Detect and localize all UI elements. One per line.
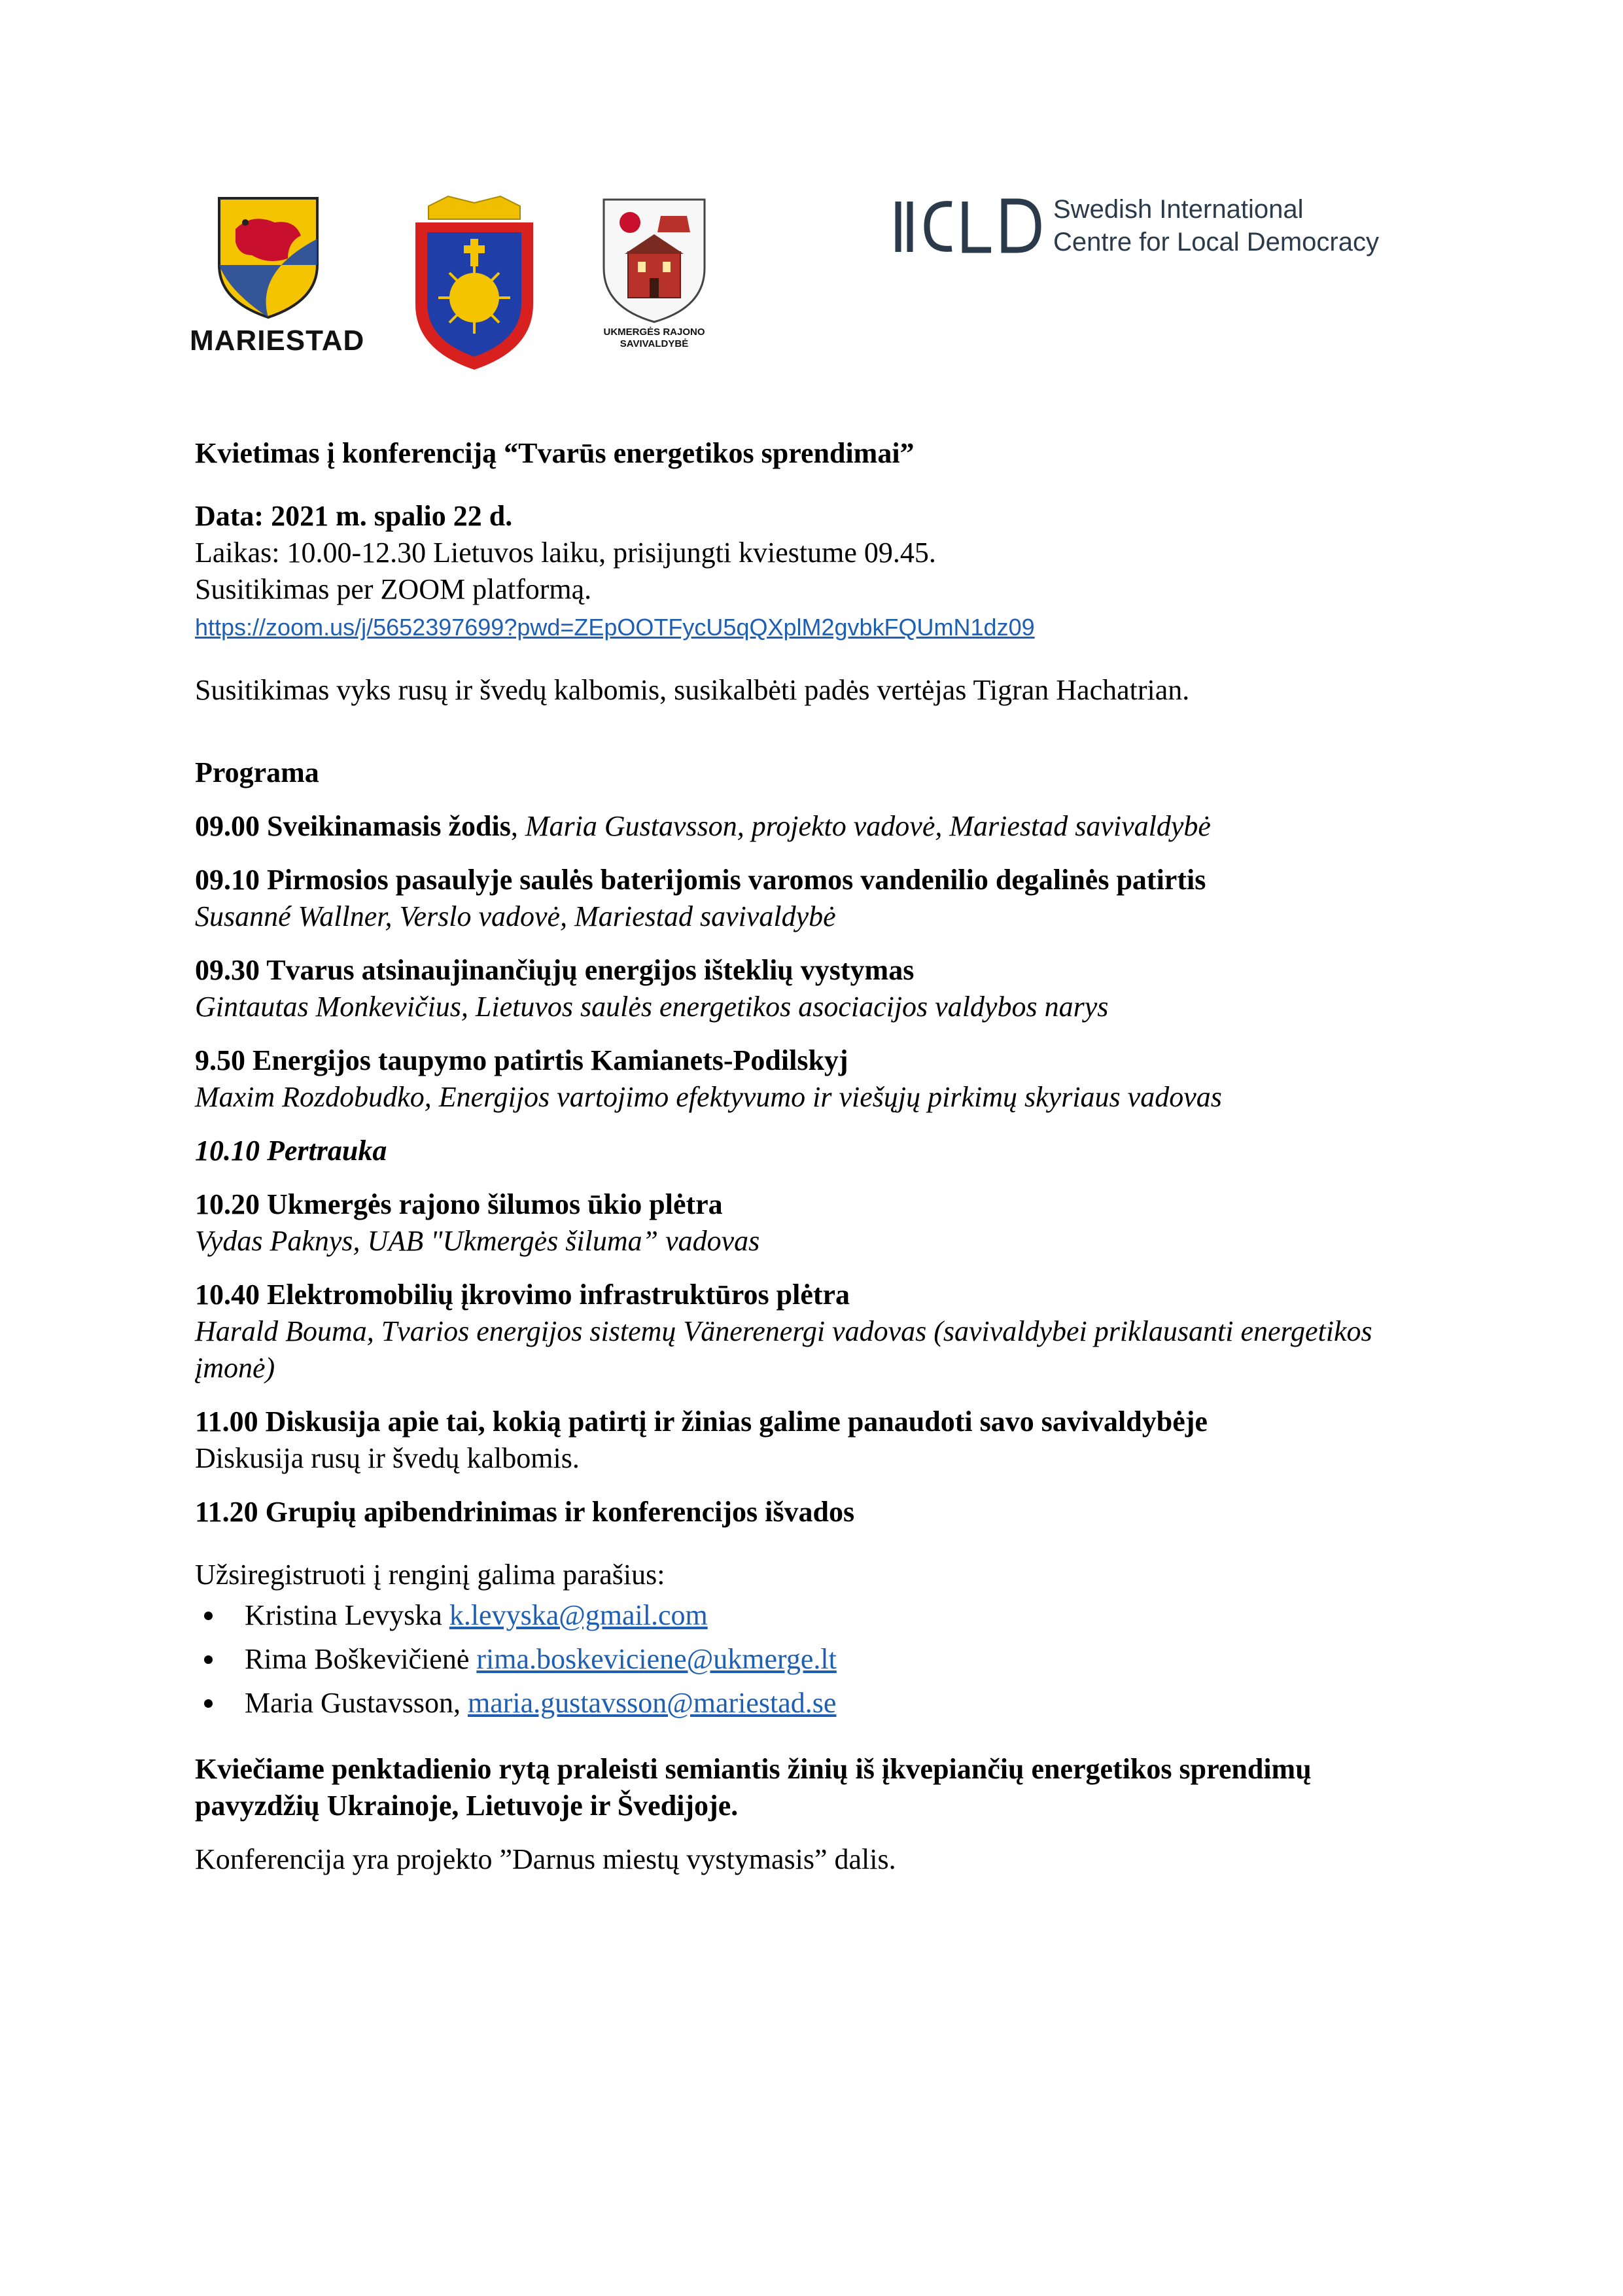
program-item-title: 10.20 Ukmergės rajono šilumos ūkio plėtra	[195, 1188, 723, 1220]
invitation-title: Kvietimas į konferenciją “Tvarūs energetikos sprendimai”	[195, 437, 915, 469]
event-date: Data: 2021 m. spalio 22 d.	[195, 500, 513, 532]
program-item-title: 11.00 Diskusija apie tai, kokią patirtį ir žinias galime panaudoti savo savivaldybėje	[195, 1405, 1208, 1438]
bullet-icon	[204, 1612, 213, 1620]
ukmerge-shield-icon	[599, 196, 710, 324]
kamianets-shield-icon	[409, 193, 540, 373]
program-item	[195, 808, 1569, 845]
program-item-speaker: Vydas Paknys, UAB "Ukmergės šiluma” vadovas	[195, 1225, 760, 1257]
program-break: 10.10 Pertrauka	[195, 1135, 387, 1167]
ukmerge-caption-line2: SAVIVALDYBĖ	[620, 338, 689, 349]
program-item	[195, 1494, 1569, 1530]
program-item	[195, 952, 1569, 1025]
program-item-title: 09.00 Sveikinamasis žodis	[195, 810, 511, 842]
program-item	[195, 1042, 1569, 1116]
ukmerge-caption-line1: UKMERGĖS RAJONO	[603, 327, 705, 338]
contact-item	[195, 1593, 1569, 1637]
ukmerge-logo	[599, 196, 710, 350]
program-item	[195, 1186, 1569, 1260]
contact-email-link[interactable]: k.levyska@gmail.com	[449, 1599, 708, 1631]
closing-statement: Kviečiame penktadienio rytą praleisti semiantis žinių iš įkvepiančių energetikos sprendimų	[195, 1753, 1312, 1785]
zoom-link[interactable]: https://zoom.us/j/5652397699?pwd=ZEpOOTFycU5qQXplM2gvbkFQUmN1dz09	[195, 614, 1035, 641]
program-item-speaker: Maria Gustavsson, projekto vadovė, Mariestad savivaldybė	[525, 810, 1211, 842]
contact-list	[195, 1593, 1569, 1725]
program-item	[195, 862, 1569, 935]
contact-name: Kristina Levyska	[245, 1599, 449, 1631]
icld-logo	[893, 190, 1379, 262]
program-item-title: 10.40 Elektromobilių įkrovimo infrastruktūros plėtra	[195, 1279, 850, 1311]
event-time: Laikas: 10.00-12.30 Lietuvos laiku, prisijungti kviestume 09.45.	[195, 537, 936, 569]
mariestad-wordmark: MARIESTAD	[190, 325, 365, 357]
program-item-speaker: Susanné Wallner, Verslo vadovė, Mariestad savivaldybė	[195, 900, 836, 932]
contact-item	[195, 1681, 1569, 1725]
mariestad-logo	[190, 193, 364, 357]
invitation-body	[195, 435, 1569, 1878]
program-item-title: 09.10 Pirmosios pasaulyje saulės baterijomis varomos vandenilio degalinės patirtis	[195, 864, 1206, 896]
program-item	[195, 1404, 1569, 1477]
contact-email-link[interactable]: rima.boskeviciene@ukmerge.lt	[476, 1643, 837, 1675]
program-item-speaker: Maxim Rozdobudko, Energijos vartojimo efektyvumo ir viešųjų pirkimų skyriaus vadovas	[195, 1081, 1222, 1113]
program-item-note: Diskusija rusų ir švedų kalbomis.	[195, 1442, 580, 1474]
program-item-separator: ,	[510, 810, 525, 842]
contact-name: Rima Boškevičienė	[245, 1643, 477, 1675]
icld-mark-icon	[893, 190, 1043, 262]
program-heading: Programa	[195, 756, 319, 788]
footer-note: Konferencija yra projekto ”Darnus miestų vystymasis” dalis.	[195, 1843, 896, 1875]
contact-name: Maria Gustavsson,	[245, 1687, 468, 1719]
bullet-icon	[204, 1655, 213, 1664]
registration-intro: Užsiregistruoti į renginį galima parašius:	[195, 1559, 665, 1591]
bullet-icon	[204, 1699, 213, 1708]
event-languages: Susitikimas vyks rusų ir švedų kalbomis, susikalbėti padės vertėjas Tigran Hachatrian.	[195, 674, 1190, 706]
program-item-title: 9.50 Energijos taupymo patirtis Kamianets-Podilskyj	[195, 1044, 848, 1076]
program-item-speaker: Gintautas Monkevičius, Lietuvos saulės energetikos asociacijos valdybos narys	[195, 991, 1109, 1023]
program-item-speaker: Harald Bouma, Tvarios energijos sistemų Vänerenergi vadovas (savivaldybei priklausanti energetikos	[195, 1315, 1372, 1347]
ukmerge-caption	[599, 327, 710, 350]
program-item-title: 09.30 Tvarus atsinaujinančiųjų energijos išteklių vystymas	[195, 954, 915, 986]
icld-line1: Swedish International	[1053, 195, 1304, 224]
program-item-title: 11.20 Grupių apibendrinimas ir konferencijos išvados	[195, 1496, 855, 1528]
contact-item	[195, 1637, 1569, 1681]
mariestad-shield-icon	[190, 193, 347, 321]
contact-email-link[interactable]: maria.gustavsson@mariestad.se	[467, 1687, 837, 1719]
kamianets-coat-of-arms	[409, 193, 540, 373]
icld-line2: Centre for Local Democracy	[1053, 228, 1379, 256]
icld-wordmark	[1053, 193, 1379, 258]
program-item-speaker-cont: įmonė)	[195, 1352, 275, 1384]
closing-statement-cont: pavyzdžių Ukrainoje, Lietuvoje ir Švedijoje.	[195, 1790, 739, 1822]
event-platform: Susitikimas per ZOOM platformą.	[195, 573, 592, 605]
program-item	[195, 1277, 1569, 1386]
